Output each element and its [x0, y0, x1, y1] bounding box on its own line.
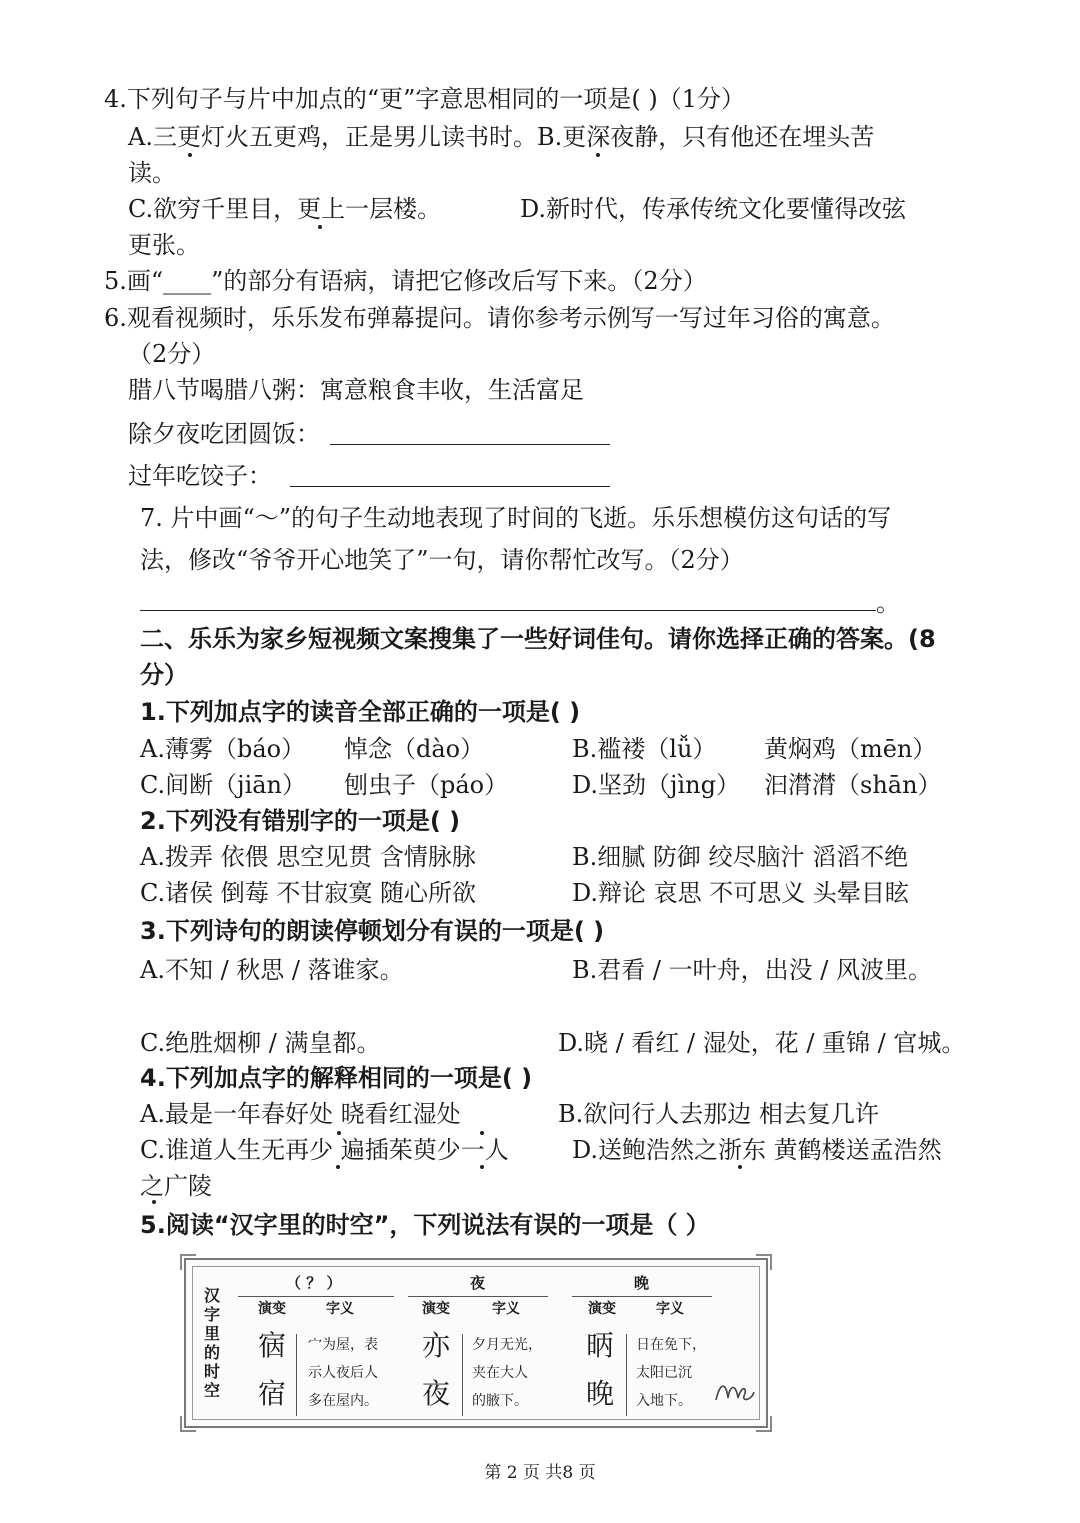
s2q5-stem: 5.阅读“汉字里的时空”，下列说法有误的一项是（ ） — [140, 1211, 710, 1239]
answer-blank[interactable] — [140, 610, 876, 611]
s2q1-option-b2: 黄焖鸡（mēn） — [764, 735, 937, 763]
col1-separator — [296, 1334, 297, 1416]
emphasis-dot — [480, 1165, 484, 1169]
col3-meaning-line: 入地下。 — [636, 1393, 692, 1409]
col2-separator — [462, 1334, 463, 1416]
answer-blank[interactable] — [290, 486, 610, 487]
col1-head-rule — [238, 1296, 394, 1297]
corner-ornament — [180, 1254, 196, 1270]
col1-meaning-line: 多在屋内。 — [308, 1393, 378, 1409]
ancient-glyph: 昞 — [586, 1329, 615, 1362]
figure-side-title: 汉字里的时空 — [204, 1286, 221, 1400]
section2-title-cont: 分） — [140, 661, 188, 689]
s2q2-option-b: B.细腻 防御 绞尽脑汁 滔滔不绝 — [572, 843, 909, 871]
q6-score: （2分） — [128, 340, 216, 368]
q4-option-c: C.欲穷千里目，更上一层楼。 — [128, 195, 442, 223]
s2q1-stem: 1.下列加点字的读音全部正确的一项是( ) — [140, 698, 581, 726]
s2q1-option-d1: D.坚劲（jìng） — [572, 771, 740, 799]
section2-title: 二、乐乐为家乡短视频文案搜集了一些好词佳句。请你选择正确的答案。(8 — [140, 625, 936, 653]
ancient-glyph: 夜 — [422, 1377, 451, 1410]
s2q2-option-d: D.辩论 哀思 不可思义 头晕目眩 — [572, 879, 909, 907]
emphasis-dot — [596, 153, 600, 157]
s2q4-stem: 4.下列加点字的解释相同的一项是( ) — [140, 1064, 533, 1092]
s2q1-option-a2: 悼念（dào） — [344, 735, 485, 763]
s2q2-option-c: C.诸侯 倒莓 不甘寂寞 随心所欲 — [140, 879, 477, 907]
q4-option-d: D.新时代，传承传统文化要懂得改弦 — [520, 195, 907, 223]
col2-sub-evolution: 演变 — [422, 1301, 450, 1317]
q7-stem: 7. 片中画“～”的句子生动地表现了时间的飞逝。乐乐想模仿这句话的写 — [140, 504, 892, 532]
s2q2-stem: 2.下列没有错别字的一项是( ) — [140, 807, 461, 835]
s2q4-option-b: B.欲问行人去那边 相去复几许 — [558, 1100, 879, 1128]
emphasis-dot — [337, 1131, 341, 1135]
q7-stem-cont: 法，修改“爷爷开心地笑了”一句，请你帮忙改写。（2分） — [140, 546, 744, 574]
hanzi-time-space-figure — [184, 1258, 768, 1428]
q6-item-dumplings: 过年吃饺子： — [128, 462, 272, 490]
col1-head: （ ？ ） — [286, 1274, 342, 1292]
s2q1-option-d2: 汩潸潸（shān） — [764, 771, 942, 799]
s2q4-option-a: A.最是一年春好处 晓看红湿处 — [140, 1100, 461, 1128]
q6-item-reunion-dinner: 除夕夜吃团圆饭： — [128, 420, 320, 448]
s2q1-option-b1: B.褴褛（lǚ） — [572, 735, 717, 763]
ancient-glyph: 㝛 — [258, 1329, 287, 1362]
col2-meaning-line: 夹在大人 — [472, 1365, 528, 1381]
s2q1-option-c2: 刨虫子（páo） — [344, 771, 509, 799]
ancient-glyph: 宿 — [258, 1377, 287, 1410]
col1-meaning-line: 示人夜后人 — [308, 1365, 378, 1381]
col2-head: 夜 — [470, 1274, 486, 1292]
emphasis-dot — [188, 153, 192, 157]
col3-separator — [626, 1334, 627, 1416]
q5-stem: 5.画“____”的部分有语病，请把它修改后写下来。（2分） — [104, 267, 707, 295]
corner-ornament — [756, 1254, 772, 1270]
s2q1-option-a1: A.薄雾（báo） — [140, 735, 306, 763]
q4-options-ab-cont: 读。 — [128, 159, 176, 187]
s2q3-stem: 3.下列诗句的朗读停顿划分有误的一项是( ) — [140, 917, 605, 945]
col2-sub-meaning: 字义 — [492, 1301, 520, 1317]
s2q3-option-d: D.晓 / 看红 / 湿处，花 / 重锦 / 官城。 — [558, 1029, 966, 1057]
decorative-swirl-icon — [714, 1378, 758, 1408]
s2q1-option-c1: C.间断（jiān） — [140, 771, 307, 799]
col3-meaning-line: 日在免下， — [636, 1337, 706, 1353]
emphasis-dot — [318, 225, 322, 229]
s2q3-option-b: B.君看 / 一叶舟，出没 / 风波里。 — [572, 956, 932, 984]
col3-meaning-line: 太阳已沉 — [636, 1365, 692, 1381]
col3-sub-evolution: 演变 — [588, 1301, 616, 1317]
emphasis-dot — [152, 1200, 156, 1204]
q4-stem: 4.下列句子与片中加点的“更”字意思相同的一项是( )（1分） — [104, 85, 746, 113]
q7-end-mark: 。 — [876, 589, 900, 617]
s2q3-option-c: C.绝胜烟柳 / 满皇都。 — [140, 1029, 381, 1057]
s2q4-option-d: D.送鲍浩然之浙东 黄鹤楼送孟浩然 — [572, 1136, 942, 1164]
q4-options-ab: A.三更灯火五更鸡，正是男儿读书时。B.更深夜静，只有他还在埋头苦 — [128, 123, 875, 151]
ancient-glyph: 晚 — [586, 1377, 615, 1410]
page-footer: 第 2 页 共8 页 — [484, 1463, 596, 1483]
emphasis-dot — [336, 1165, 340, 1169]
q6-example: 腊八节喝腊八粥：寓意粮食丰收，生活富足 — [128, 376, 584, 404]
col2-head-rule — [408, 1296, 548, 1297]
s2q4-option-c: C.谁道人生无再少 遍插茱萸少一人 — [140, 1136, 509, 1164]
col2-meaning-line: 的腋下。 — [472, 1393, 528, 1409]
corner-ornament — [756, 1416, 772, 1432]
col3-head: 晚 — [634, 1274, 650, 1292]
s2q3-option-a: A.不知 / 秋思 / 落谁家。 — [140, 956, 404, 984]
s2q4-option-d-cont: 之广陵 — [140, 1172, 212, 1200]
col3-sub-meaning: 字义 — [656, 1301, 684, 1317]
emphasis-dot — [738, 1165, 742, 1169]
emphasis-dot — [480, 1131, 484, 1135]
col1-sub-evolution: 演变 — [258, 1301, 286, 1317]
col2-meaning-line: 夕月无光， — [472, 1337, 542, 1353]
q6-stem: 6.观看视频时，乐乐发布弹幕提问。请你参考示例写一写过年习俗的寓意。 — [104, 304, 895, 332]
q4-option-d-cont: 更张。 — [128, 231, 200, 259]
ancient-glyph: 亦 — [422, 1329, 451, 1362]
col3-head-rule — [572, 1296, 712, 1297]
corner-ornament — [180, 1416, 196, 1432]
col1-meaning-line: 宀为屋，表 — [308, 1337, 378, 1353]
s2q2-option-a: A.拨弄 依偎 思空见贯 含情脉脉 — [140, 843, 476, 871]
col1-sub-meaning: 字义 — [326, 1301, 354, 1317]
answer-blank[interactable] — [330, 444, 610, 445]
